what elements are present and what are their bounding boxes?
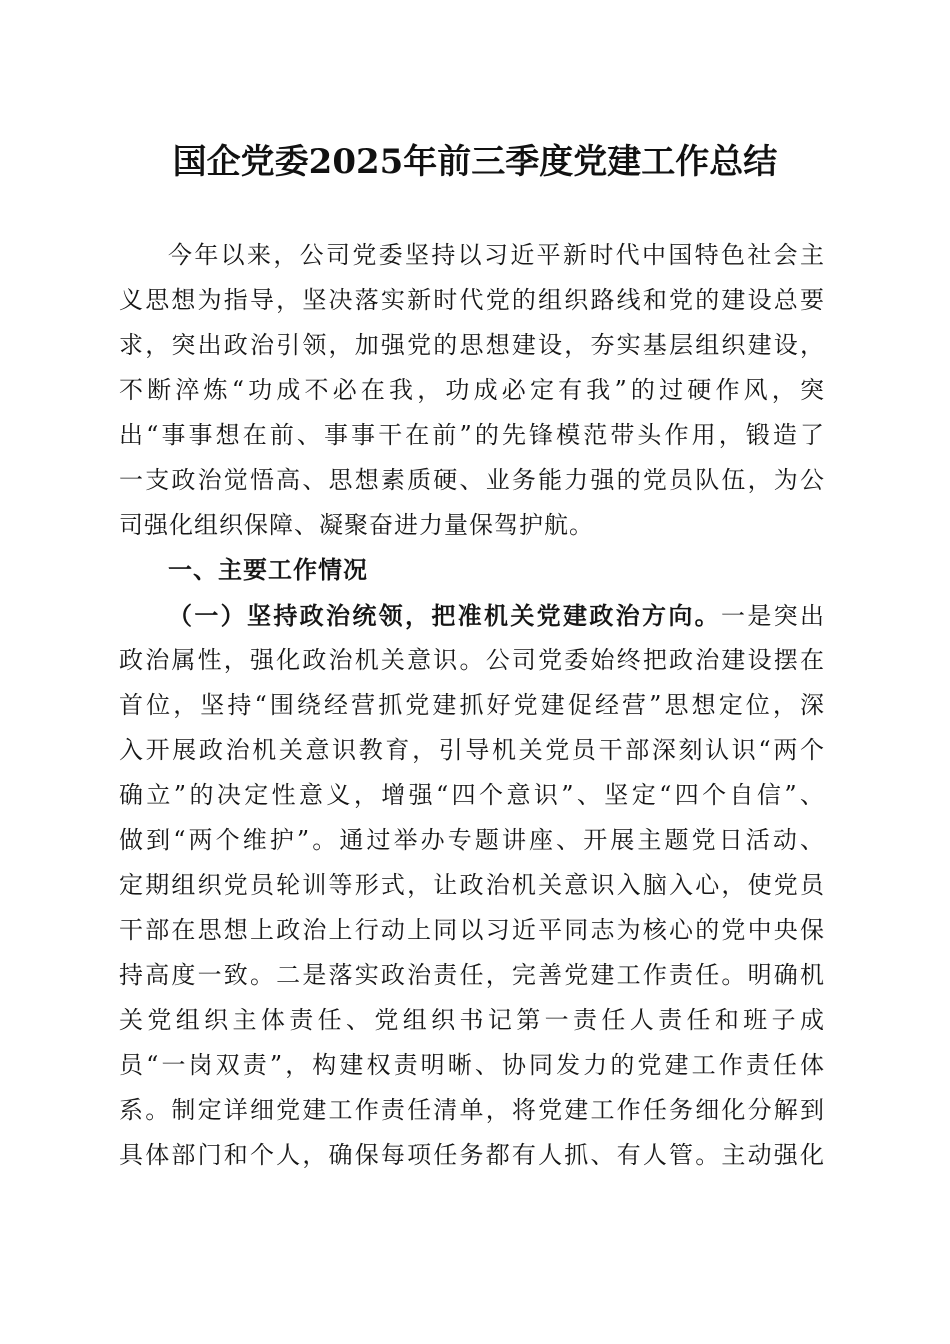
sub-heading-tail: 一是突出	[721, 602, 825, 630]
body-line: 关党组织主体责任、党组织书记第一责任人责任和班子成	[119, 1006, 825, 1034]
intro-line: 出“事事想在前、事事干在前”的先锋模范带头作用，锻造了	[119, 421, 825, 449]
body-line: 系。制定详细党建工作责任清单，将党建工作任务细化分解到	[119, 1096, 825, 1124]
intro-line: 不断淬炼“功成不必在我，功成必定有我”的过硬作风，突	[119, 376, 825, 404]
body-line: 确立”的决定性意义，增强“四个意识”、坚定“四个自信”、	[119, 781, 825, 809]
body-line: 定期组织党员轮训等形式，让政治机关意识入脑入心，使党员	[119, 871, 825, 899]
body-line: 入开展政治机关意识教育，引导机关党员干部深刻认识“两个	[119, 736, 825, 764]
sub-heading: （一）坚持政治统领，把准机关党建政治方向。	[168, 601, 721, 630]
intro-line: 今年以来，公司党委坚持以习近平新时代中国特色社会主	[168, 241, 825, 269]
document-body	[119, 233, 825, 1178]
body-line: 首位，坚持“围绕经营抓党建抓好党建促经营”思想定位，深	[119, 691, 825, 719]
body-line: 干部在思想上政治上行动上同以习近平同志为核心的党中央保	[119, 916, 825, 944]
document-title: 国企党委2025年前三季度党建工作总结	[172, 142, 778, 182]
intro-line: 求，突出政治引领，加强党的思想建设，夯实基层组织建设，	[119, 331, 825, 359]
intro-line: 司强化组织保障、凝聚奋进力量保驾护航。	[119, 511, 594, 539]
sub-heading-line	[119, 593, 825, 638]
intro-line: 义思想为指导，坚决落实新时代党的组织路线和党的建设总要	[119, 286, 825, 314]
intro-line: 一支政治觉悟高、思想素质硬、业务能力强的党员队伍，为公	[119, 466, 825, 494]
body-line: 员“一岗双责”，构建权责明晰、协同发力的党建工作责任体	[119, 1051, 825, 1079]
section-heading: 一、主要工作情况	[168, 556, 368, 584]
body-line: 政治属性，强化政治机关意识。公司党委始终把政治建设摆在	[119, 646, 825, 674]
body-line: 做到“两个维护”。通过举办专题讲座、开展主题党日活动、	[119, 826, 825, 854]
body-line: 持高度一致。二是落实政治责任，完善党建工作责任。明确机	[119, 961, 825, 989]
body-line: 具体部门和个人，确保每项任务都有人抓、有人管。主动强化	[119, 1141, 825, 1169]
